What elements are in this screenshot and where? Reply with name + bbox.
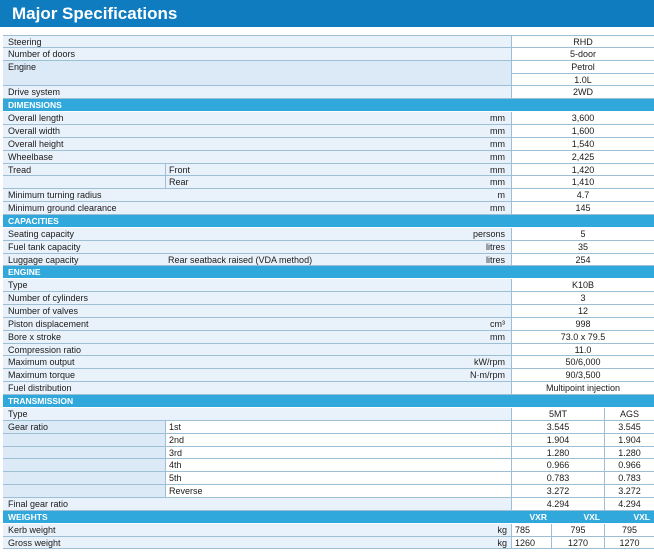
gear-ratio-5mt: 0.966 [511, 459, 604, 471]
row-label: Engine [8, 61, 37, 72]
table-row [3, 151, 654, 164]
row-label: Seating capacity [8, 228, 75, 239]
row-value: 1,420 [511, 164, 654, 176]
page-title: Major Specifications [0, 0, 654, 27]
gear-ratio-ags: 1.280 [604, 447, 654, 459]
row-value: K10B [511, 279, 654, 291]
section-heading: WEIGHTS [8, 511, 48, 522]
row-label: Overall length [8, 113, 64, 124]
row-unit: mm [490, 203, 505, 214]
table-row [3, 356, 654, 369]
row-value: 90/3,500 [511, 369, 654, 381]
row-value: 2WD [511, 86, 654, 98]
row-unit: kg [497, 524, 507, 535]
row-unit: mm [490, 331, 505, 342]
row-label: Type [8, 280, 28, 291]
table-row [3, 434, 654, 447]
row-label: Compression ratio [8, 344, 82, 355]
section-heading: DIMENSIONS [8, 100, 62, 111]
row-value: 11.0 [511, 344, 654, 356]
column-header-vxl-ags: VXL [633, 511, 650, 522]
table-row [3, 369, 654, 382]
row-unit: N·m/rpm [470, 370, 505, 381]
row-label: Piston displacement [8, 318, 89, 329]
gear-ratio-5mt: 1.280 [511, 447, 604, 459]
row-unit [383, 305, 509, 317]
table-row [3, 292, 654, 305]
table-row [3, 537, 654, 550]
section-heading: ENGINE [8, 267, 41, 278]
row-label: Gross weight [8, 537, 61, 548]
row-label: Fuel distribution [8, 383, 72, 394]
table-row [3, 48, 654, 61]
row-label: Drive system [8, 87, 61, 98]
table-row [3, 318, 654, 331]
row-value: 998 [511, 318, 654, 330]
row-value: 1.0L [511, 74, 654, 86]
row-value: 73.0 x 79.5 [511, 331, 654, 343]
row-unit: mm [490, 151, 505, 162]
row-label: Minimum ground clearance [8, 203, 117, 214]
table-row [3, 189, 654, 202]
row-label: Steering [8, 37, 42, 47]
gear-name: Reverse [165, 485, 509, 497]
row-unit [383, 292, 509, 304]
gear-ratio-5mt: 0.783 [511, 472, 604, 484]
row-value: 5 [511, 228, 654, 240]
table-row [3, 35, 654, 48]
row-unit: mm [490, 126, 505, 137]
weight-vxr: 785 [511, 524, 551, 536]
table-row [3, 202, 654, 215]
weight-vxl-ags: 795 [604, 524, 654, 536]
row-value: Multipoint injection [511, 382, 654, 394]
row-label: Number of valves [8, 306, 79, 317]
row-unit: mm [490, 164, 505, 175]
row-label: Overall width [8, 126, 61, 137]
gear-name: 1st [165, 421, 509, 433]
row-label: Fuel tank capacity [8, 241, 81, 252]
table-row [3, 176, 654, 189]
table-row [3, 485, 654, 498]
table-row [3, 125, 654, 138]
row-label: Overall height [8, 138, 64, 149]
row-unit: m [497, 190, 505, 201]
gear-name: 5th [165, 472, 509, 484]
row-unit: mm [490, 138, 505, 149]
table-row [3, 459, 654, 472]
section-header-transmission [3, 395, 654, 408]
section-heading: CAPACITIES [8, 216, 59, 227]
row-unit [383, 279, 509, 291]
section-header-engine [3, 266, 654, 279]
row-unit: mm [490, 113, 505, 124]
table-row [3, 164, 654, 177]
table-row [3, 524, 654, 537]
table-row [3, 421, 654, 434]
gear-ratio-ags: 0.966 [604, 459, 654, 471]
column-header-5mt: 5MT [511, 408, 604, 420]
specifications-table [3, 35, 654, 549]
row-unit: kg [497, 537, 507, 548]
row-value: 35 [511, 241, 654, 253]
row-label: Number of cylinders [8, 293, 89, 304]
table-row [3, 74, 654, 87]
row-value: 3 [511, 292, 654, 304]
section-header-weights [3, 511, 654, 524]
table-row [3, 344, 654, 357]
final-ratio-5mt: 4.294 [511, 498, 604, 510]
row-label: Kerb weight [8, 524, 56, 535]
row-value: 50/6,000 [511, 356, 654, 368]
gear-ratio-ags: 3.272 [604, 485, 654, 497]
row-value: 4.7 [511, 189, 654, 201]
table-row [3, 228, 654, 241]
row-value: 1,410 [511, 176, 654, 188]
row-value: 1,540 [511, 138, 654, 150]
row-label: Maximum output [8, 357, 75, 368]
row-label: Wheelbase [8, 151, 54, 162]
gear-ratio-ags: 0.783 [604, 472, 654, 484]
weight-vxl: 795 [551, 524, 604, 536]
row-sublabel: Rear [165, 176, 509, 188]
section-header-capacities [3, 215, 654, 228]
gear-ratio-5mt: 3.272 [511, 485, 604, 497]
row-label: Final gear ratio [8, 498, 69, 509]
row-unit: persons [472, 228, 505, 239]
column-header-ags: AGS [604, 408, 654, 420]
gear-ratio-ags: 1.904 [604, 434, 654, 446]
row-unit [383, 382, 509, 394]
row-unit: mm [490, 177, 505, 188]
row-label: Bore x stroke [8, 331, 62, 342]
row-label: Tread [8, 164, 32, 175]
table-row [3, 447, 654, 460]
row-sublabel: Front [165, 164, 509, 176]
gear-name: 3rd [165, 447, 509, 459]
table-row [3, 254, 654, 267]
table-row [3, 241, 654, 254]
column-header-vxr: VXR [529, 511, 547, 522]
row-value: 12 [511, 305, 654, 317]
weight-vxl-ags: 1270 [604, 537, 654, 549]
gear-ratio-5mt: 3.545 [511, 421, 604, 433]
table-row [3, 382, 654, 395]
row-unit: litres [485, 241, 505, 252]
row-label: Gear ratio [8, 421, 49, 432]
table-row [3, 112, 654, 125]
table-row [3, 305, 654, 318]
row-label: Number of doors [8, 48, 76, 59]
row-label: Type [8, 408, 28, 419]
row-value: 1,600 [511, 125, 654, 137]
table-row [3, 408, 654, 421]
table-row [3, 279, 654, 292]
row-value: 254 [511, 254, 654, 266]
row-label: Minimum turning radius [8, 190, 102, 201]
gear-ratio-5mt: 1.904 [511, 434, 604, 446]
row-label: Maximum torque [8, 370, 76, 381]
row-label: Luggage capacity [8, 254, 79, 265]
column-header-vxl: VXL [583, 511, 600, 522]
gear-ratio-ags: 3.545 [604, 421, 654, 433]
weight-vxl: 1270 [551, 537, 604, 549]
row-value: Petrol [511, 61, 654, 74]
row-value: 3,600 [511, 112, 654, 124]
table-row [3, 331, 654, 344]
section-heading: TRANSMISSION [8, 396, 74, 407]
row-value: RHD [511, 36, 654, 47]
gear-name: 4th [165, 459, 509, 471]
row-unit: litres [485, 254, 505, 265]
table-row [3, 498, 654, 511]
row-value: 2,425 [511, 151, 654, 163]
table-row [3, 61, 654, 74]
gear-name: 2nd [165, 434, 509, 446]
section-header-dimensions [3, 99, 654, 112]
final-ratio-ags: 4.294 [604, 498, 654, 510]
row-unit: cm³ [490, 318, 505, 329]
table-row [3, 472, 654, 485]
row-unit [383, 344, 509, 356]
weight-vxr: 1260 [511, 537, 551, 549]
row-unit: kW/rpm [474, 357, 505, 368]
table-row [3, 138, 654, 151]
table-row [3, 86, 654, 99]
row-note: Rear seatback raised (VDA method) [168, 254, 313, 265]
row-value: 5-door [511, 48, 654, 60]
row-value: 145 [511, 202, 654, 214]
